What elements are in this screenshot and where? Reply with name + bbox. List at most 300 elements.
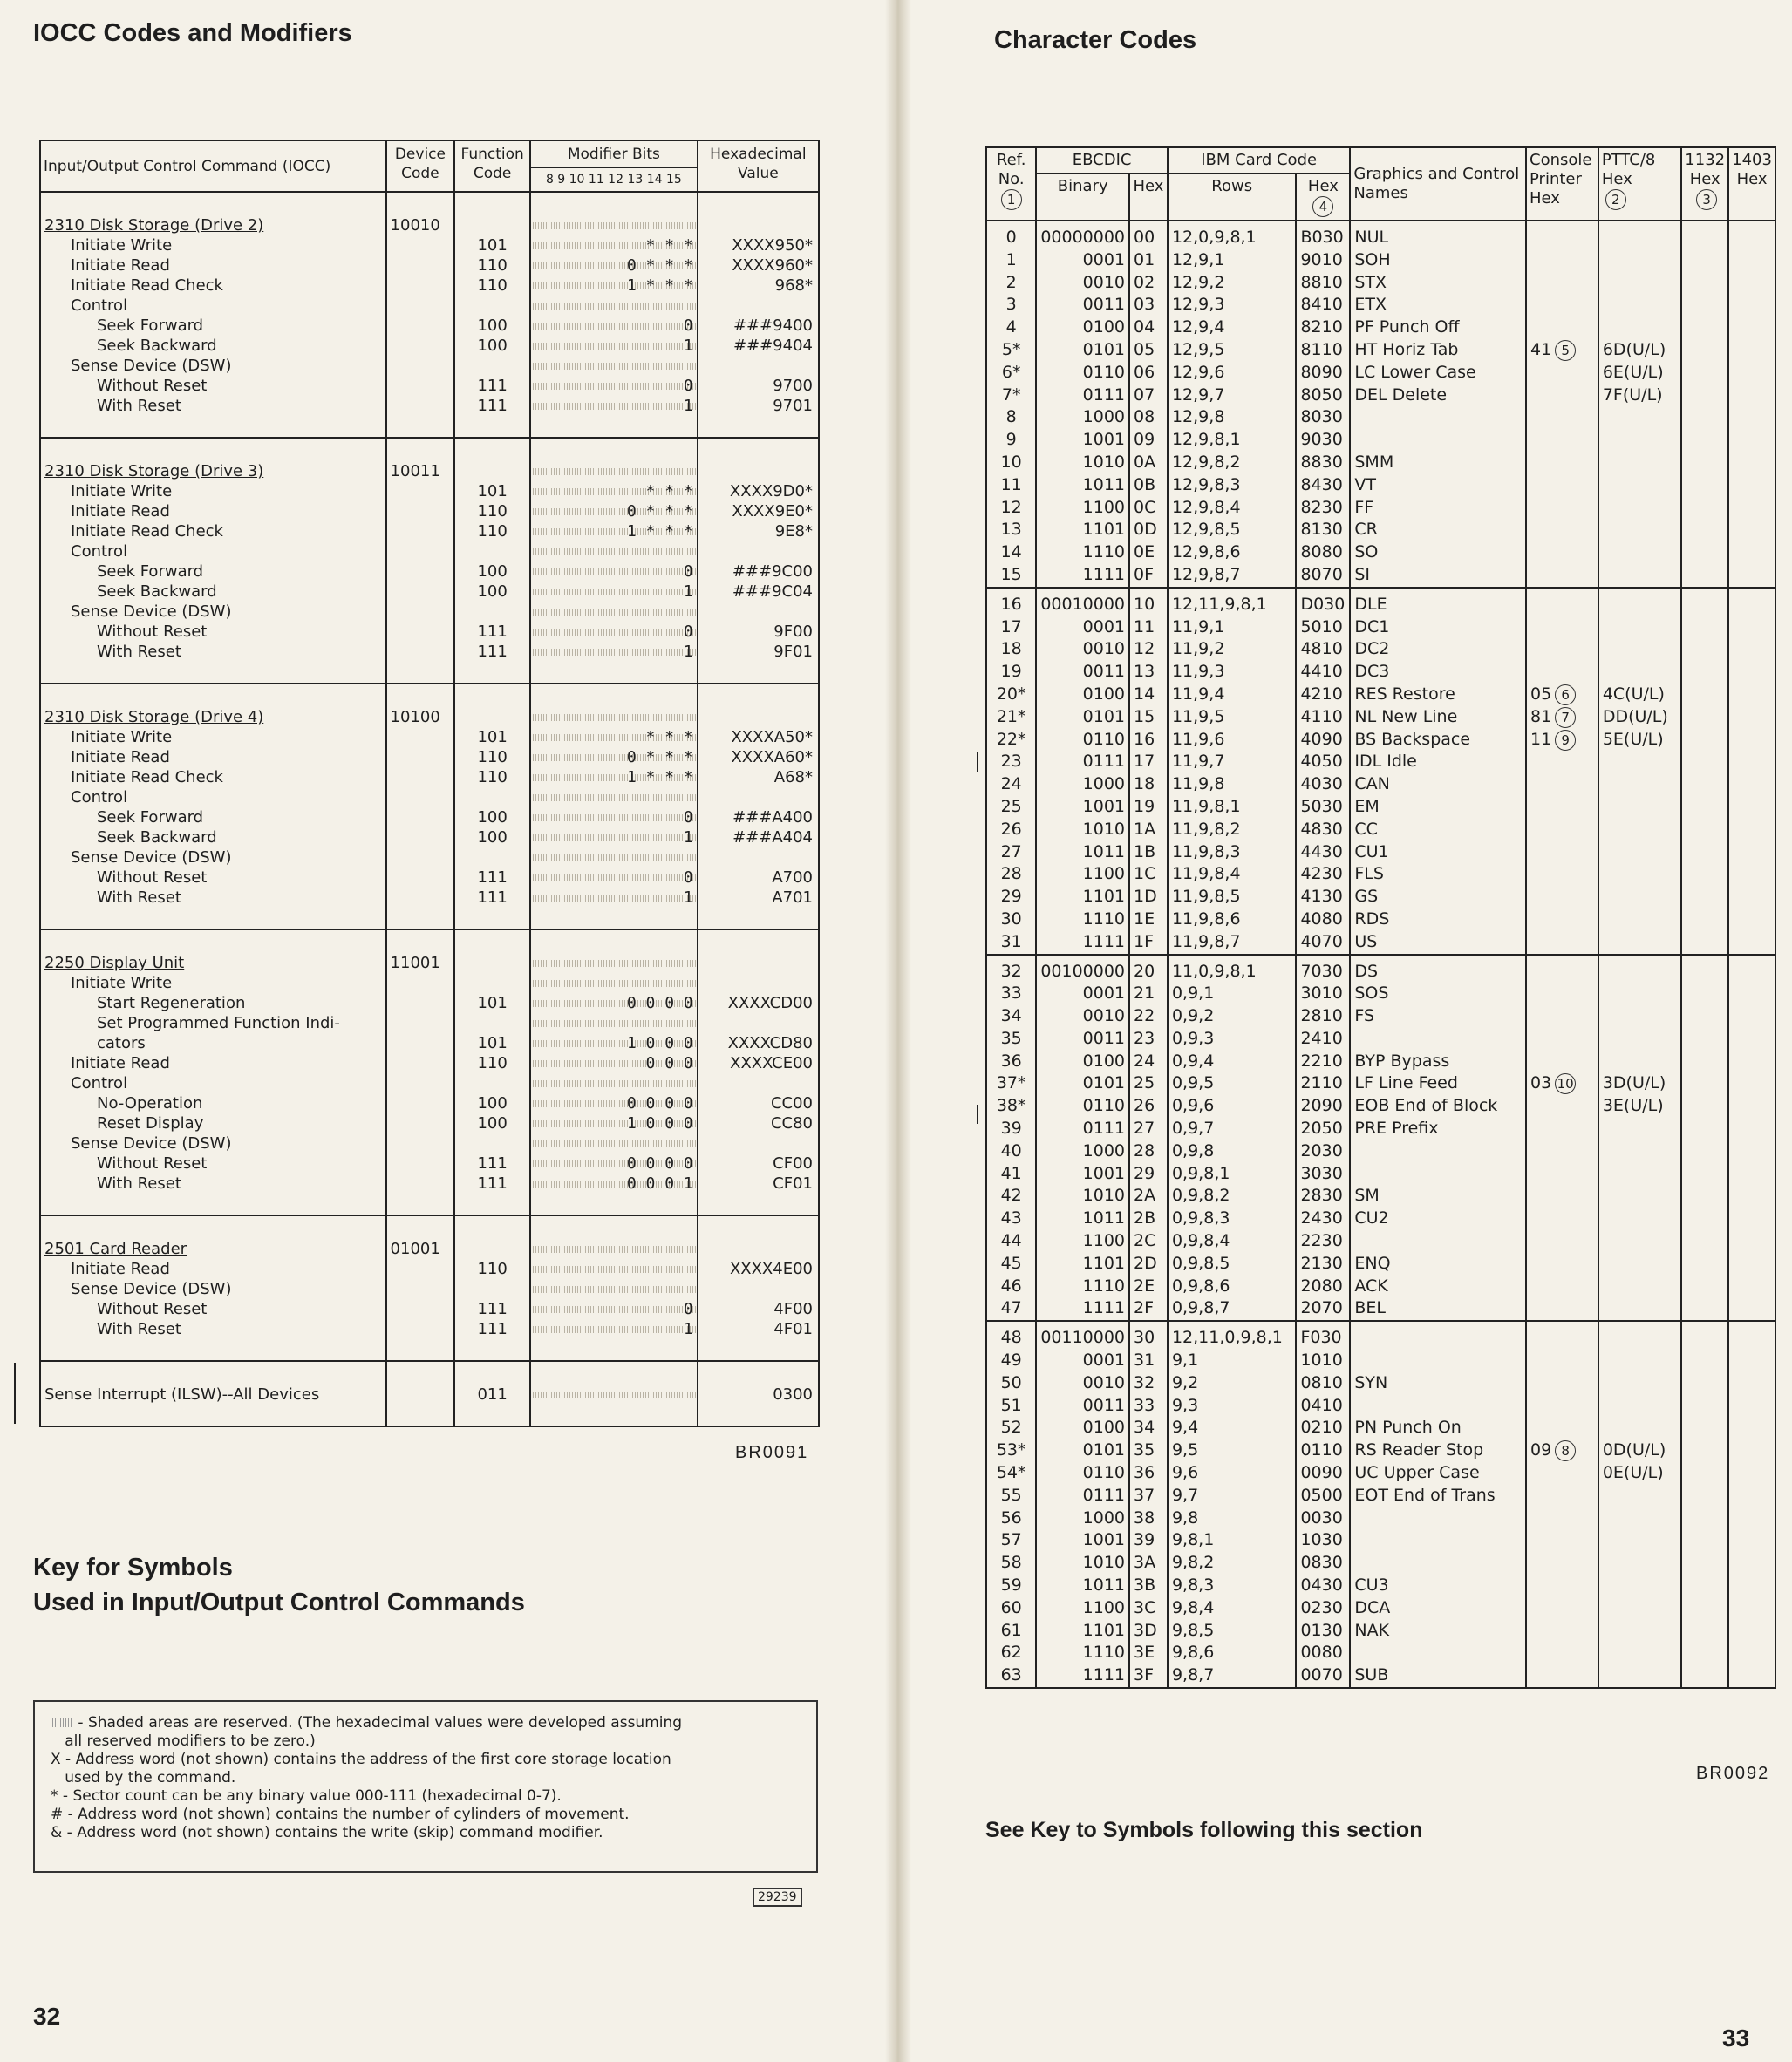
command-name: Sense Device (DSW) bbox=[40, 1133, 386, 1153]
graphic-name: PRE Prefix bbox=[1350, 1118, 1526, 1140]
hex-value bbox=[698, 847, 819, 868]
hex-value bbox=[698, 727, 819, 747]
card-rows: 12,9,3 bbox=[1168, 294, 1296, 316]
graphic-name: ACK bbox=[1350, 1276, 1526, 1298]
console-printer-hex bbox=[1526, 519, 1598, 541]
pttc-hex: 6E(U/L) bbox=[1598, 362, 1681, 384]
iocc-body bbox=[40, 192, 819, 1426]
function-code bbox=[454, 787, 530, 807]
graphic-name: SM bbox=[1350, 1185, 1526, 1208]
character-codes-table bbox=[985, 146, 1776, 1689]
card-rows: 11,9,8,6 bbox=[1168, 909, 1296, 931]
console-printer-hex bbox=[1526, 1350, 1598, 1372]
card-rows: 11,9,8,1 bbox=[1168, 796, 1296, 819]
iocc-row bbox=[40, 727, 819, 747]
hex-value bbox=[698, 561, 819, 582]
character-row bbox=[986, 272, 1775, 295]
character-row bbox=[986, 1552, 1775, 1575]
hex-value bbox=[698, 1259, 819, 1279]
console-printer-hex bbox=[1526, 406, 1598, 429]
card-hex: 2070 bbox=[1296, 1297, 1350, 1321]
pttc-hex bbox=[1598, 1163, 1681, 1186]
hex-value bbox=[698, 1215, 819, 1259]
ref-no: 34 bbox=[986, 1005, 1036, 1028]
ebcdic-hex: 1C bbox=[1129, 863, 1168, 886]
card-hex: 2430 bbox=[1296, 1208, 1350, 1230]
graphic-name: RDS bbox=[1350, 909, 1526, 931]
ebcdic-hex: 30 bbox=[1129, 1321, 1168, 1350]
function-code: 100 bbox=[454, 336, 530, 356]
ebcdic-binary: 1001 bbox=[1036, 429, 1129, 452]
ref-no: 36 bbox=[986, 1051, 1036, 1073]
ebcdic-hex: 3E bbox=[1129, 1642, 1168, 1664]
card-rows: 9,6 bbox=[1168, 1462, 1296, 1485]
iocc-row bbox=[40, 541, 819, 561]
graphic-name bbox=[1350, 1350, 1526, 1372]
circled-note-icon: 7 bbox=[1555, 707, 1576, 728]
character-row bbox=[986, 796, 1775, 819]
hex-1132 bbox=[1681, 773, 1728, 796]
graphic-name bbox=[1350, 1140, 1526, 1163]
hex-1132 bbox=[1681, 1395, 1728, 1418]
ebcdic-hex: 25 bbox=[1129, 1072, 1168, 1095]
character-row bbox=[986, 1095, 1775, 1118]
key-line: all reserved modifiers to be zero.) bbox=[51, 1732, 316, 1750]
hex-1132 bbox=[1681, 1321, 1728, 1350]
hex-value-text: 4F00 bbox=[773, 1300, 813, 1318]
device-code bbox=[386, 1174, 455, 1215]
ebcdic-hex: 1B bbox=[1129, 841, 1168, 864]
ref-no: 29 bbox=[986, 886, 1036, 909]
hex-value bbox=[698, 255, 819, 276]
pttc-hex bbox=[1598, 616, 1681, 639]
ref-no: 38* bbox=[986, 1095, 1036, 1118]
pttc-hex bbox=[1598, 429, 1681, 452]
graphic-name: SO bbox=[1350, 541, 1526, 564]
iocc-table bbox=[39, 140, 820, 1427]
hex-1132 bbox=[1681, 729, 1728, 752]
console-printer-hex bbox=[1526, 983, 1598, 1005]
ebcdic-binary: 0100 bbox=[1036, 684, 1129, 706]
modifier-bits bbox=[530, 276, 698, 296]
ref-no: 16 bbox=[986, 588, 1036, 616]
device-code bbox=[386, 1113, 455, 1133]
hex-1403 bbox=[1728, 751, 1775, 773]
pttc-hex bbox=[1598, 1230, 1681, 1253]
character-row bbox=[986, 751, 1775, 773]
card-rows: 0,9,4 bbox=[1168, 1051, 1296, 1073]
card-rows: 12,9,8,4 bbox=[1168, 497, 1296, 520]
hex-value-text: 9701 bbox=[773, 397, 813, 415]
iocc-row bbox=[40, 1093, 819, 1113]
graphic-name: SOH bbox=[1350, 249, 1526, 272]
character-row bbox=[986, 339, 1775, 362]
hex-value bbox=[698, 1299, 819, 1319]
hex-value bbox=[698, 1153, 819, 1174]
command-name: With Reset bbox=[40, 396, 386, 438]
hex-value-text bbox=[698, 787, 818, 807]
iocc-row bbox=[40, 1033, 819, 1053]
card-hex: 8110 bbox=[1296, 339, 1350, 362]
key-title bbox=[33, 1550, 525, 1620]
modifier-bits-value bbox=[531, 847, 697, 868]
character-row bbox=[986, 863, 1775, 886]
ref-no: 47 bbox=[986, 1297, 1036, 1321]
command-name: Initiate Read bbox=[40, 501, 386, 521]
pttc-hex: 4C(U/L) bbox=[1598, 684, 1681, 706]
device-code bbox=[386, 396, 455, 438]
card-rows: 11,9,4 bbox=[1168, 684, 1296, 706]
graphic-name: BS Backspace bbox=[1350, 729, 1526, 752]
ebcdic-binary: 0011 bbox=[1036, 661, 1129, 684]
hex-value-text bbox=[698, 847, 818, 868]
iocc-row bbox=[40, 582, 819, 602]
hex-1132 bbox=[1681, 339, 1728, 362]
device-code: 10100 bbox=[386, 684, 455, 727]
ebcdic-hex: 01 bbox=[1129, 249, 1168, 272]
hex-value bbox=[698, 868, 819, 888]
hex-value-text: 9F01 bbox=[773, 643, 813, 661]
console-printer-hex bbox=[1526, 474, 1598, 497]
hex-1403 bbox=[1728, 1095, 1775, 1118]
iocc-row bbox=[40, 396, 819, 438]
function-code bbox=[454, 1013, 530, 1033]
iocc-row bbox=[40, 1133, 819, 1153]
hex-1132 bbox=[1681, 1005, 1728, 1028]
iocc-row bbox=[40, 993, 819, 1013]
function-code: 101 bbox=[454, 1033, 530, 1053]
character-row bbox=[986, 1005, 1775, 1028]
console-printer-hex bbox=[1526, 1642, 1598, 1664]
command-name: 2310 Disk Storage (Drive 3) bbox=[40, 438, 386, 481]
card-rows: 0,9,8,5 bbox=[1168, 1253, 1296, 1276]
hex-value-text: XXXXCD00 bbox=[727, 994, 813, 1012]
ebcdic-binary: 1011 bbox=[1036, 1208, 1129, 1230]
graphic-name bbox=[1350, 1529, 1526, 1552]
ebcdic-binary: 1011 bbox=[1036, 1575, 1129, 1597]
ref-no: 27 bbox=[986, 841, 1036, 864]
hex-1403 bbox=[1728, 588, 1775, 616]
pttc-hex bbox=[1598, 316, 1681, 339]
character-row bbox=[986, 819, 1775, 841]
hex-1403 bbox=[1728, 886, 1775, 909]
card-hex: 8090 bbox=[1296, 362, 1350, 384]
binary-header: Binary bbox=[1036, 174, 1129, 221]
ebcdic-binary: 1011 bbox=[1036, 841, 1129, 864]
ebcdic-binary: 1110 bbox=[1036, 541, 1129, 564]
hex-value bbox=[698, 1073, 819, 1093]
hex-value-text bbox=[698, 461, 818, 481]
card-hex: 4070 bbox=[1296, 931, 1350, 955]
pttc-hex bbox=[1598, 819, 1681, 841]
modifier-bits bbox=[530, 356, 698, 376]
modifier-bits-value: 1 * * * bbox=[531, 521, 697, 541]
modifier-bits bbox=[530, 993, 698, 1013]
modifier-bits-value bbox=[531, 953, 697, 973]
ref-no: 33 bbox=[986, 983, 1036, 1005]
character-row bbox=[986, 406, 1775, 429]
card-hex: 2210 bbox=[1296, 1051, 1350, 1073]
card-hex: 3010 bbox=[1296, 983, 1350, 1005]
hex-1403 bbox=[1728, 1163, 1775, 1186]
ref-no: 57 bbox=[986, 1529, 1036, 1552]
command-name: Sense Device (DSW) bbox=[40, 356, 386, 376]
ebcdic-hex: 08 bbox=[1129, 406, 1168, 429]
function-code bbox=[454, 1215, 530, 1259]
modifier-bits-value bbox=[531, 707, 697, 727]
hex-value-text: XXXX9D0* bbox=[729, 482, 813, 500]
command-name: Without Reset bbox=[40, 376, 386, 396]
hex-value bbox=[698, 602, 819, 622]
hex-1132 bbox=[1681, 1620, 1728, 1643]
graphic-name: NL New Line bbox=[1350, 706, 1526, 729]
hex-1132 bbox=[1681, 1028, 1728, 1051]
modifier-bits bbox=[530, 767, 698, 787]
pttc-hex bbox=[1598, 661, 1681, 684]
ebcdic-binary: 0010 bbox=[1036, 272, 1129, 295]
card-hex: 0500 bbox=[1296, 1485, 1350, 1507]
ebcdic-hex: 1D bbox=[1129, 886, 1168, 909]
modifier-bits bbox=[530, 1299, 698, 1319]
ebcdic-binary: 0011 bbox=[1036, 1028, 1129, 1051]
function-code: 110 bbox=[454, 501, 530, 521]
hex-value bbox=[698, 316, 819, 336]
card-hex: 2050 bbox=[1296, 1118, 1350, 1140]
revision-bar bbox=[977, 752, 978, 772]
hex-1403 bbox=[1728, 1417, 1775, 1439]
card-hex: 4210 bbox=[1296, 684, 1350, 706]
card-rows: 9,2 bbox=[1168, 1372, 1296, 1395]
hex-1403 bbox=[1728, 1350, 1775, 1372]
ebcdic-hex: 38 bbox=[1129, 1507, 1168, 1530]
device-code bbox=[386, 481, 455, 501]
hex-1403 bbox=[1728, 541, 1775, 564]
card-rows: 11,9,8,3 bbox=[1168, 841, 1296, 864]
console-printer-hex bbox=[1526, 1072, 1598, 1095]
ebcdic-binary: 0011 bbox=[1036, 1395, 1129, 1418]
device-code bbox=[386, 255, 455, 276]
modifier-bits-value: * * * bbox=[531, 481, 697, 501]
card-hex: 8810 bbox=[1296, 272, 1350, 295]
command-name: Initiate Write bbox=[40, 235, 386, 255]
card-rows: 11,9,1 bbox=[1168, 616, 1296, 639]
device-code-header: Device Code bbox=[386, 140, 455, 192]
ebcdic-binary: 0101 bbox=[1036, 706, 1129, 729]
hex-value bbox=[698, 1133, 819, 1153]
key-box bbox=[33, 1700, 818, 1873]
ebcdic-binary: 1100 bbox=[1036, 497, 1129, 520]
modifier-bits-value: * * * bbox=[531, 727, 697, 747]
modifier-bits bbox=[530, 847, 698, 868]
hex-1132 bbox=[1681, 819, 1728, 841]
device-code bbox=[386, 827, 455, 847]
circled-2-icon: 2 bbox=[1605, 189, 1626, 210]
ebcdic-hex: 05 bbox=[1129, 339, 1168, 362]
console-printer-hex bbox=[1526, 272, 1598, 295]
command-name: Initiate Read bbox=[40, 1053, 386, 1073]
command-name: Control bbox=[40, 296, 386, 316]
character-row bbox=[986, 1597, 1775, 1620]
hex-value-text: 9700 bbox=[773, 377, 813, 395]
character-row bbox=[986, 773, 1775, 796]
graphic-name: FS bbox=[1350, 1005, 1526, 1028]
card-hex-header bbox=[1296, 174, 1350, 221]
modifier-bits bbox=[530, 1093, 698, 1113]
hex-value-text: XXXXCD80 bbox=[727, 1034, 813, 1052]
modifier-bits-value bbox=[531, 541, 697, 561]
graphic-name: CAN bbox=[1350, 773, 1526, 796]
card-hex: 9010 bbox=[1296, 249, 1350, 272]
hex-value bbox=[698, 541, 819, 561]
character-row bbox=[986, 1072, 1775, 1095]
character-row bbox=[986, 541, 1775, 564]
hex-1132 bbox=[1681, 588, 1728, 616]
modifier-bits bbox=[530, 888, 698, 929]
iocc-row bbox=[40, 747, 819, 767]
hex-value-text: XXXXA50* bbox=[731, 728, 813, 746]
card-rows: 9,1 bbox=[1168, 1350, 1296, 1372]
hex-1132 bbox=[1681, 564, 1728, 588]
graphic-name: SYN bbox=[1350, 1372, 1526, 1395]
character-row bbox=[986, 1439, 1775, 1462]
modifier-bits-value: * * * bbox=[531, 235, 697, 255]
ref-no: 5* bbox=[986, 339, 1036, 362]
hex-1132 bbox=[1681, 886, 1728, 909]
graphic-name: US bbox=[1350, 931, 1526, 955]
hex-value bbox=[698, 1174, 819, 1215]
command-name: Sense Device (DSW) bbox=[40, 847, 386, 868]
card-rows: 12,9,1 bbox=[1168, 249, 1296, 272]
iocc-row bbox=[40, 501, 819, 521]
hex-value bbox=[698, 642, 819, 684]
ref-no: 56 bbox=[986, 1507, 1036, 1530]
ebcdic-binary: 0111 bbox=[1036, 1118, 1129, 1140]
pttc-hex bbox=[1598, 497, 1681, 520]
hex-1403 bbox=[1728, 1462, 1775, 1485]
modifier-bits-value: 0 * * * bbox=[531, 747, 697, 767]
ref-no: 51 bbox=[986, 1395, 1036, 1418]
card-hex: 2810 bbox=[1296, 1005, 1350, 1028]
command-name: Reset Display bbox=[40, 1113, 386, 1133]
character-row bbox=[986, 1118, 1775, 1140]
ebcdic-hex: 1E bbox=[1129, 909, 1168, 931]
graphic-name bbox=[1350, 1321, 1526, 1350]
modifier-bits bbox=[530, 1053, 698, 1073]
ebcdic-binary: 1101 bbox=[1036, 886, 1129, 909]
hex-value bbox=[698, 993, 819, 1013]
ebcdic-hex: 0C bbox=[1129, 497, 1168, 520]
console-printer-hex bbox=[1526, 638, 1598, 661]
command-name: Without Reset bbox=[40, 1153, 386, 1174]
console-printer-header: Console Printer Hex bbox=[1526, 147, 1598, 221]
graphic-name: SUB bbox=[1350, 1664, 1526, 1688]
card-rows: 0,9,2 bbox=[1168, 1005, 1296, 1028]
card-rows: 11,0,9,8,1 bbox=[1168, 955, 1296, 983]
hex-1403 bbox=[1728, 983, 1775, 1005]
character-row bbox=[986, 588, 1775, 616]
modifier-bits bbox=[530, 642, 698, 684]
modifier-bits-value: 1 bbox=[531, 827, 697, 847]
ref-no: 6* bbox=[986, 362, 1036, 384]
card-rows: 11,9,8,4 bbox=[1168, 863, 1296, 886]
iocc-row bbox=[40, 1215, 819, 1259]
card-hex: 8080 bbox=[1296, 541, 1350, 564]
iocc-row bbox=[40, 1299, 819, 1319]
console-printer-hex bbox=[1526, 497, 1598, 520]
hex-1132 bbox=[1681, 616, 1728, 639]
card-hex: 3030 bbox=[1296, 1163, 1350, 1186]
hex-value-header: Hexadecimal Value bbox=[698, 140, 819, 192]
ebcdic-hex: 04 bbox=[1129, 316, 1168, 339]
character-row bbox=[986, 684, 1775, 706]
function-code: 111 bbox=[454, 1153, 530, 1174]
hex-value-text bbox=[698, 215, 818, 235]
iocc-row bbox=[40, 376, 819, 396]
device-code bbox=[386, 316, 455, 336]
console-printer-hex bbox=[1526, 1230, 1598, 1253]
console-printer-hex bbox=[1526, 1664, 1598, 1688]
command-name: Seek Backward bbox=[40, 336, 386, 356]
device-code bbox=[386, 622, 455, 642]
ebcdic-binary: 1110 bbox=[1036, 909, 1129, 931]
hex-1132 bbox=[1681, 272, 1728, 295]
ref-header bbox=[986, 147, 1036, 221]
command-name: Sense Device (DSW) bbox=[40, 602, 386, 622]
function-code bbox=[454, 1133, 530, 1153]
hex-value bbox=[698, 336, 819, 356]
function-code: 100 bbox=[454, 561, 530, 582]
hex-1403 bbox=[1728, 863, 1775, 886]
console-hex-text: 09 bbox=[1530, 1440, 1552, 1460]
card-rows: 9,8,5 bbox=[1168, 1620, 1296, 1643]
hex-1132 bbox=[1681, 955, 1728, 983]
card-hex: 8030 bbox=[1296, 406, 1350, 429]
h1132-header-text: 1132 Hex bbox=[1685, 151, 1726, 188]
character-row bbox=[986, 362, 1775, 384]
hex-value bbox=[698, 807, 819, 827]
modifier-bits bbox=[530, 255, 698, 276]
iocc-row bbox=[40, 602, 819, 622]
function-code: 101 bbox=[454, 993, 530, 1013]
character-row bbox=[986, 1140, 1775, 1163]
command-name: 2250 Display Unit bbox=[40, 929, 386, 973]
modifier-bits-value bbox=[531, 215, 697, 235]
hex-value bbox=[698, 582, 819, 602]
hex-1132 bbox=[1681, 474, 1728, 497]
pttc-hex bbox=[1598, 1297, 1681, 1321]
ebcdic-hex: 1F bbox=[1129, 931, 1168, 955]
ebcdic-hex: 31 bbox=[1129, 1350, 1168, 1372]
command-name: Without Reset bbox=[40, 868, 386, 888]
function-code: 101 bbox=[454, 727, 530, 747]
circled-4-icon: 4 bbox=[1312, 196, 1333, 217]
command-name: cators bbox=[40, 1033, 386, 1053]
modifier-bits-value: 1 0 0 0 bbox=[531, 1113, 697, 1133]
hex-1132 bbox=[1681, 1230, 1728, 1253]
ebcdic-hex: 17 bbox=[1129, 751, 1168, 773]
modifier-bits bbox=[530, 582, 698, 602]
ref-no: 30 bbox=[986, 909, 1036, 931]
hex-1132 bbox=[1681, 1140, 1728, 1163]
hex-value-text bbox=[698, 602, 818, 622]
card-hex: 1010 bbox=[1296, 1350, 1350, 1372]
card-hex-header-text: Hex bbox=[1307, 177, 1339, 195]
hex-value bbox=[698, 1033, 819, 1053]
console-printer-hex bbox=[1526, 1185, 1598, 1208]
pttc-header bbox=[1598, 147, 1681, 221]
card-rows: 11,9,8,5 bbox=[1168, 886, 1296, 909]
character-row bbox=[986, 955, 1775, 983]
